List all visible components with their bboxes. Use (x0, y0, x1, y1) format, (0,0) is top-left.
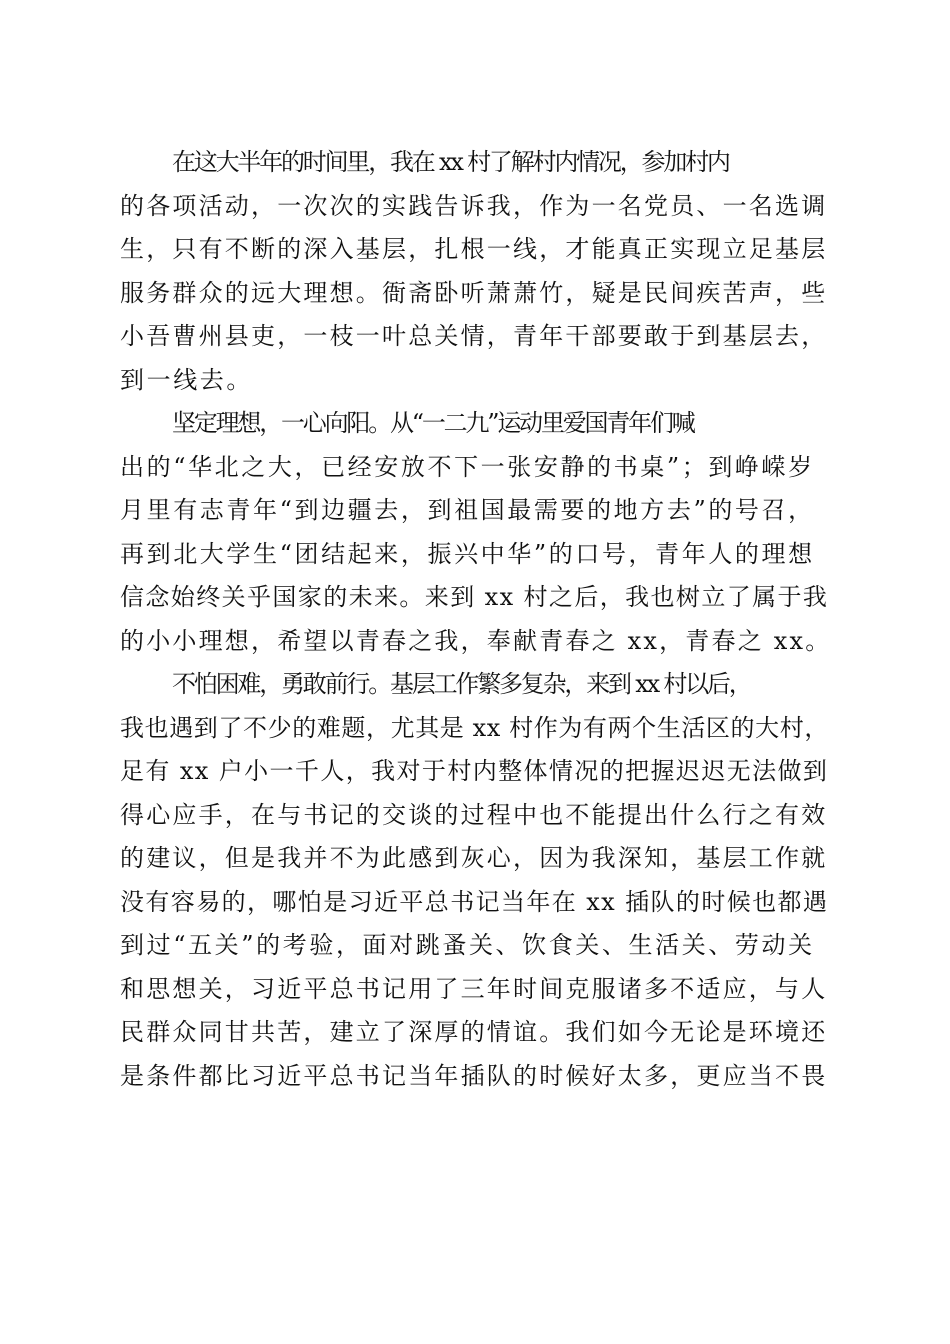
text-line: 服务群众的远大理想。衙斋卧听萧萧竹，疑是民间疾苦声，些 (120, 278, 828, 307)
paragraph-2 (120, 402, 832, 663)
text-line: 是条件都比习近平总书记当年插队的时候好太多，更应当不畏 (120, 1061, 828, 1090)
text-line: 在这大半年的时间里，我在 xx 村了解村内情况，参加村内 (172, 148, 729, 176)
text-line: 的小小理想，希望以青春之我，奉献青春之 xx，青春之 xx。 (120, 626, 832, 655)
paragraph-3 (120, 663, 832, 1098)
text-line: 的各项活动，一次次的实践告诉我，作为一名党员、一名选调 (120, 191, 828, 220)
text-line: 坚定理想，一心向阳。从“一二九”运动里爱国青年们喊 (172, 409, 694, 437)
text-line: 月里有志青年“到边疆去，到祖国最需要的地方去”的号召， (120, 496, 815, 524)
text-line: 出的“华北之大，已经安放不下一张安静的书桌”；到峥嵘岁 (120, 452, 815, 481)
text-line: 民群众同甘共苦，建立了深厚的情谊。我们如今无论是环境还 (120, 1018, 828, 1046)
text-line: 到一线去。 (120, 365, 253, 394)
text-line: 的建议，但是我并不为此感到灰心，因为我深知，基层工作就 (120, 844, 828, 872)
text-line: 没有容易的，哪怕是习近平总书记当年在 xx 插队的时候也都遇 (120, 887, 829, 916)
document-body (120, 141, 832, 1098)
paragraph-1 (120, 141, 832, 402)
text-line: 得心应手，在与书记的交谈的过程中也不能提出什么行之有效 (120, 800, 828, 829)
text-line: 信念始终关乎国家的未来。来到 xx 村之后，我也树立了属于我 (120, 583, 829, 611)
text-line: 生，只有不断的深入基层，扎根一线，才能真正实现立足基层 (120, 235, 828, 263)
text-line: 小吾曹州县吏，一枝一叶总关情，青年干部要敢于到基层去， (120, 322, 828, 350)
text-line: 我也遇到了不少的难题，尤其是 xx 村作为有两个生活区的大村， (120, 713, 829, 742)
text-line: 不怕困难，勇敢前行。基层工作繁多复杂，来到 xx 村以后， (172, 670, 751, 698)
text-line: 到过“五关”的考验，面对跳蚤关、饮食关、生活关、劳动关 (120, 931, 815, 959)
text-line: 足有 xx 户小一千人，我对于村内整体情况的把握迟迟无法做到 (120, 757, 829, 785)
text-line: 和思想关，习近平总书记用了三年时间克服诸多不适应，与人 (120, 974, 828, 1003)
text-line: 再到北大学生“团结起来，振兴中华”的口号，青年人的理想 (120, 539, 815, 568)
